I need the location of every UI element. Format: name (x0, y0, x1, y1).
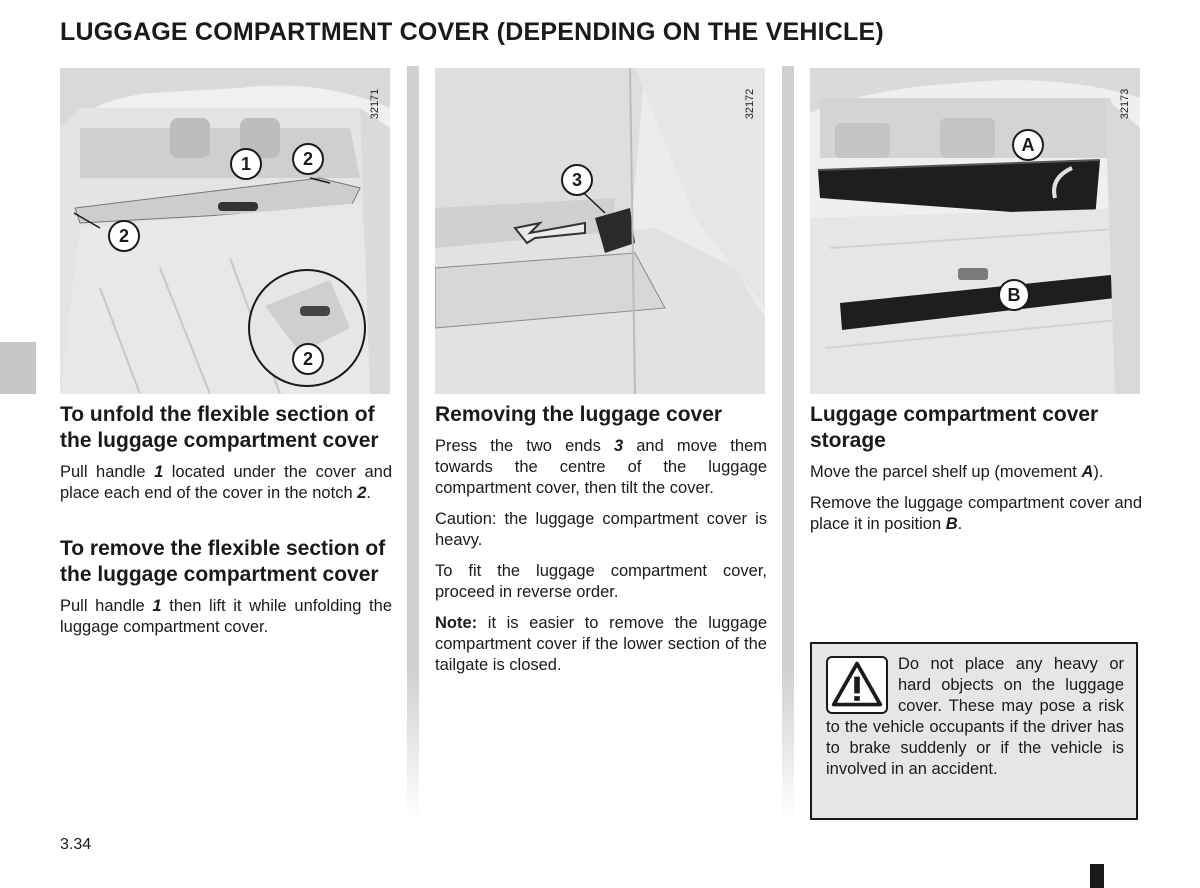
note-label: Note: (435, 614, 478, 632)
instruction-text: Move the parcel shelf up (movement A). (810, 463, 1104, 481)
page-number: 3.34 (60, 836, 92, 853)
callout-label: B (998, 279, 1030, 311)
column-divider (782, 66, 794, 822)
section-heading: Removing the luggage cover (435, 403, 723, 426)
warning-triangle-icon (826, 656, 888, 714)
column-storage (810, 402, 1142, 545)
caution-text: Caution: the luggage compartment cover is heavy. (435, 510, 767, 549)
callout-label: 2 (292, 143, 324, 175)
figure-remove-cover-drawing (435, 68, 765, 394)
edge-mark (1090, 864, 1104, 888)
column-removing-cover (435, 402, 767, 686)
column-unfold-remove (60, 402, 392, 648)
callout-label: 3 (561, 164, 593, 196)
page-title: LUGGAGE COMPARTMENT COVER (DEPENDING ON THE VEHICLE) (60, 18, 884, 46)
section-heading: Luggage compartment cover storage (810, 403, 1099, 452)
instruction-text: Remove the luggage compartment cover and place it in position B. (810, 494, 1142, 533)
figure-code: 32173 (1119, 88, 1131, 120)
instruction-text: Press the two ends 3 and move them towards the centre of the luggage compartment cover, then tilt the cover. (435, 437, 767, 497)
figure-remove-cover (435, 68, 765, 394)
section-heading: To unfold the flexible section of the luggage compartment cover (60, 403, 379, 452)
warning-box (810, 642, 1138, 820)
instruction-text: Pull handle 1 located under the cover and place each end of the cover in the notch 2. (60, 463, 392, 502)
chapter-tab (0, 342, 36, 394)
figure-store-cover-drawing (810, 68, 1140, 394)
instruction-text: Pull handle 1 then lift it while unfolding the luggage compartment cover. (60, 597, 392, 636)
figure-code: 32171 (369, 88, 381, 120)
figure-unfold-cover (60, 68, 390, 394)
section-heading: To remove the flexible section of the luggage compartment cover (60, 537, 386, 586)
callout-label: A (1012, 129, 1044, 161)
figure-code: 32172 (744, 88, 756, 120)
warning-text: Do not place any heavy or hard objects on the luggage cover. These may pose a risk to the vehicle occupants if the driver has to brake suddenly or if the vehicle is involved in an accident. (826, 655, 1124, 778)
callout-label: 1 (230, 148, 262, 180)
callout-label: 2 (292, 343, 324, 375)
column-divider (407, 66, 419, 822)
note-text: Note: it is easier to remove the luggage compartment cover if the lower section of the tailgate is closed. (435, 614, 767, 674)
callout-label: 2 (108, 220, 140, 252)
figure-store-cover (810, 68, 1140, 394)
instruction-text: To fit the luggage compartment cover, proceed in reverse order. (435, 562, 767, 601)
